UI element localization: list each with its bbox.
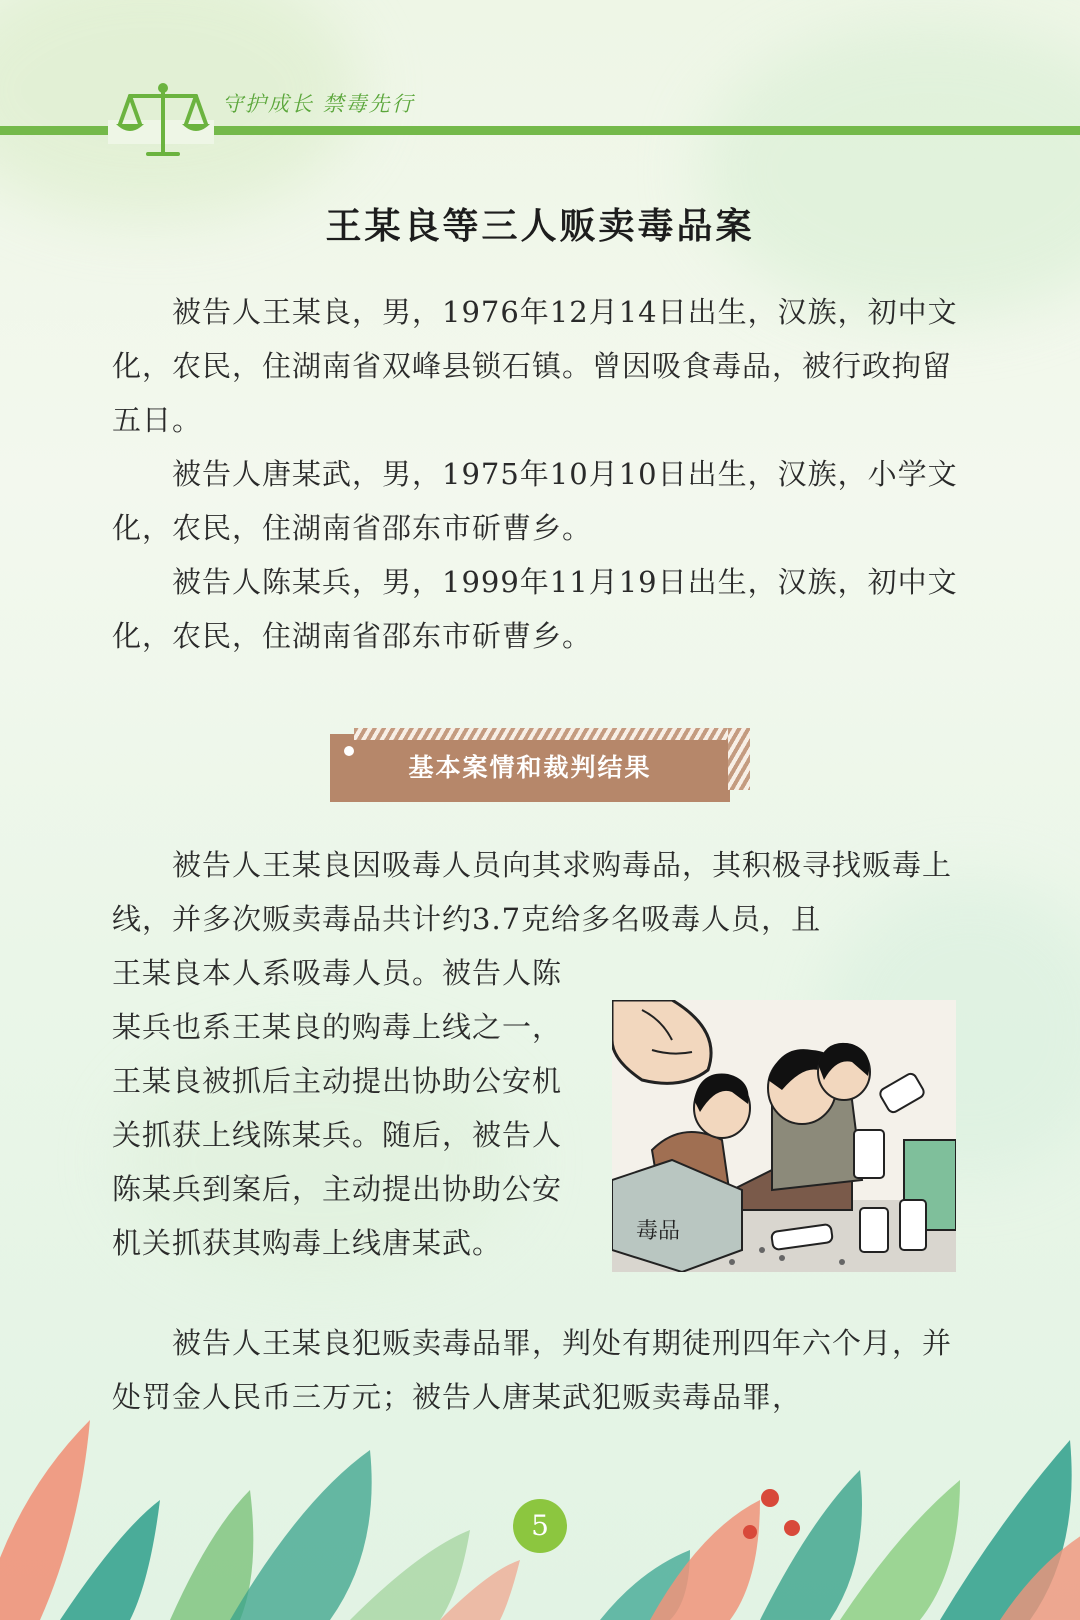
section-banner [330, 728, 750, 804]
defendant-paragraph: 被告人唐某武，男，1975年10月10日出生，汉族，小学文化，农民，住湖南省邵东市斫曹乡。 [112, 457, 958, 545]
case-title: 王某良等三人贩卖毒品案 [325, 206, 755, 247]
defendant-paragraph: 被告人王某良，男，1976年12月14日出生，汉族，初中文化，农民，住湖南省双峰县锁石镇。曾因吸食毒品，被行政拘留五日。 [112, 295, 958, 437]
cartoon-image [612, 1000, 956, 1272]
case-paragraph-continued: 王某良本人系吸毒人员。被告人陈某兵也系王某良的购毒上线之一，王某良被抓后主动提出协助公安机关抓获上线陈某兵。随后，被告人陈某兵到案后，主动提出协助公安机关抓获其购毒上线唐某武。 [112, 956, 563, 1260]
drugs-box-label: 毒品 [636, 1219, 681, 1244]
defendant-paragraph: 被告人陈某兵，男，1999年11月19日出生，汉族，初中文化，农民，住湖南省邵东市斫曹乡。 [112, 565, 958, 653]
scales-of-justice-icon [114, 80, 212, 160]
defendants-section [112, 285, 962, 663]
header-slogan: 守护成长 禁毒先行 [222, 92, 415, 116]
drug-dealing-illustration [612, 1000, 956, 1272]
page-header [0, 80, 1080, 160]
page-number-badge: 5 [513, 1499, 567, 1553]
background-wash [700, 20, 1080, 320]
verdict-paragraph: 被告人王某良犯贩卖毒品罪，判处有期徒刑四年六个月，并处罚金人民币三万元；被告人唐某武犯贩卖毒品罪， [112, 1326, 953, 1414]
section-heading: 基本案情和裁判结果 [408, 753, 652, 782]
case-paragraph-intro: 被告人王某良因吸毒人员向其求购毒品，其积极寻找贩毒上线，并多次贩卖毒品共计约3.7克给多名吸毒人员，且 [112, 848, 953, 936]
